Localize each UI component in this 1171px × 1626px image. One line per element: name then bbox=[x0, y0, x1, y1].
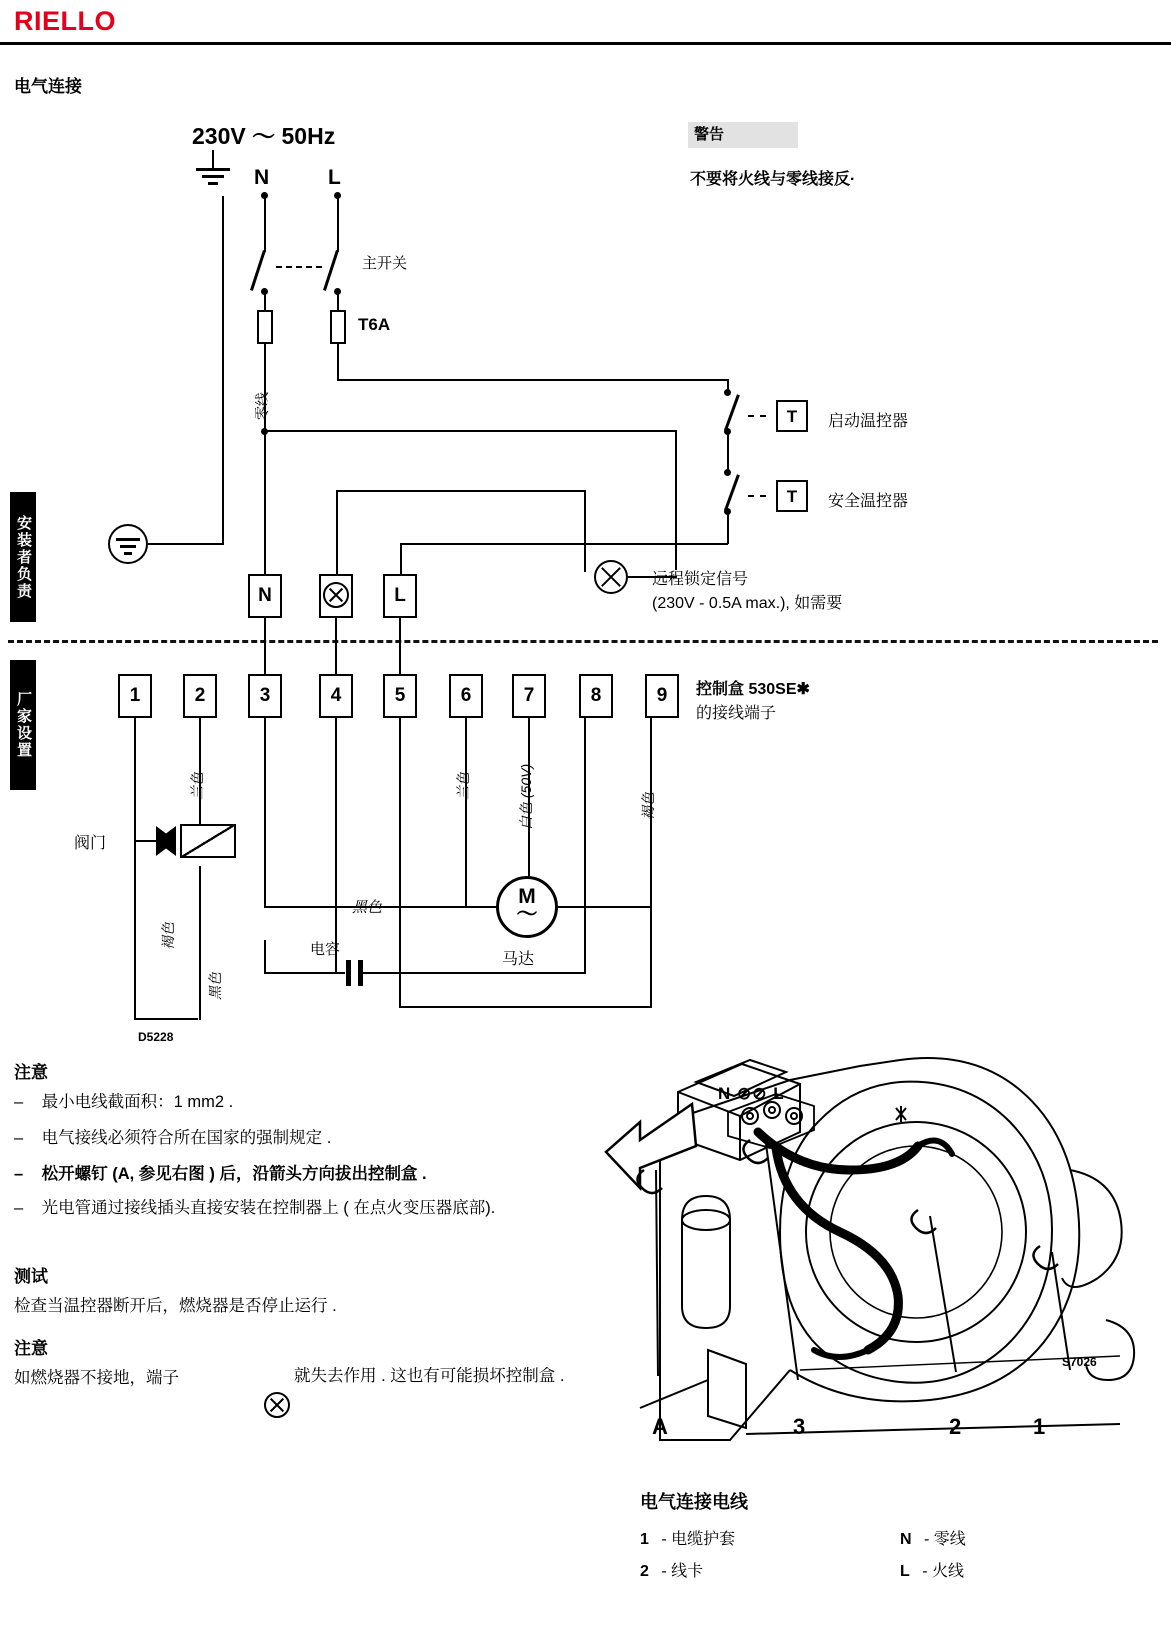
note-item-2 bbox=[14, 1124, 574, 1148]
legend-item-n bbox=[900, 1526, 966, 1549]
line-after-fuse bbox=[337, 344, 339, 380]
lamp-terminal-feed-h bbox=[336, 490, 586, 492]
link-lamp-to-t4 bbox=[335, 618, 337, 674]
diagram-reference: D5228 bbox=[138, 1030, 174, 1044]
lamp-terminal-feed-v bbox=[336, 490, 338, 576]
earth-lead bbox=[148, 543, 224, 545]
motor-symbol bbox=[496, 876, 558, 938]
photo-marker-a: A bbox=[652, 1414, 668, 1439]
legend-value-2: - 线卡 bbox=[661, 1563, 704, 1580]
neutral-drop-wire bbox=[264, 196, 266, 252]
valve-label: 阀门 bbox=[74, 835, 107, 852]
link-l-to-t5 bbox=[399, 618, 401, 674]
note-text-4: 光电管通过接线插头直接安装在控制器上 ( 在点火变压器底部). bbox=[41, 1199, 496, 1217]
note-dash-4: – bbox=[14, 1199, 24, 1217]
remote-lock-lamp bbox=[594, 560, 628, 594]
motor-ac-symbol: ～ bbox=[516, 903, 538, 926]
t5-bottom bbox=[399, 1006, 651, 1008]
terminal-2: 2 bbox=[183, 674, 217, 718]
start-thermostat-dot-top bbox=[724, 389, 731, 396]
terminal-3: 3 bbox=[248, 674, 282, 718]
neutral-main-wire bbox=[264, 344, 266, 574]
notes-heading: 注意 bbox=[14, 1063, 48, 1082]
caution-text-2: 就失去作用 . 这也有可能损坏控制盒 . bbox=[294, 1367, 565, 1385]
safety-thermostat-symbol: T bbox=[776, 480, 808, 512]
fuse-line bbox=[330, 310, 346, 344]
note-text-1: 最小电线截面积：1 mm2 . bbox=[41, 1093, 234, 1111]
t5-down bbox=[399, 718, 401, 1008]
photo-reference: S7026 bbox=[1062, 1355, 1097, 1369]
earth-circle-symbol bbox=[108, 524, 148, 564]
t9-to-motor bbox=[557, 906, 651, 908]
line-top-dot bbox=[334, 192, 341, 199]
note-dash-1: – bbox=[14, 1093, 24, 1111]
neutral-letter: N bbox=[254, 166, 270, 189]
photo-marker-1: 1 bbox=[1033, 1414, 1046, 1439]
capacitor-label: 电容 bbox=[310, 941, 341, 958]
safety-thermostat-dot-top bbox=[724, 469, 731, 476]
safety-out-left bbox=[400, 543, 728, 545]
capacitor-plate-left bbox=[346, 960, 351, 986]
t3-down bbox=[264, 718, 266, 908]
thermostat-interlink bbox=[727, 430, 729, 472]
warning-heading-box bbox=[688, 122, 798, 148]
note-dash-3: – bbox=[14, 1165, 24, 1183]
earth-symbol-top-mid bbox=[202, 175, 224, 178]
tab-factory-setting: 厂家设置 bbox=[10, 660, 36, 790]
t6-down bbox=[465, 718, 467, 908]
plug-terminal-n: N bbox=[248, 574, 282, 618]
earth-stem-top bbox=[212, 150, 214, 170]
line-drop-wire bbox=[337, 196, 339, 252]
terminal-5: 5 bbox=[383, 674, 417, 718]
fuse-rating-label: T6A bbox=[358, 315, 391, 334]
cap-to-t8 bbox=[584, 718, 586, 974]
tab-installer-responsibility: 安装者负责 bbox=[10, 492, 36, 622]
valve-actuator-triangle2 bbox=[156, 826, 176, 856]
t4-cap-riser bbox=[264, 940, 266, 974]
legend-key-2: 2 bbox=[640, 1563, 649, 1580]
main-switch-link bbox=[276, 266, 322, 268]
legend-item-1 bbox=[640, 1526, 735, 1549]
note-item-1 bbox=[14, 1088, 574, 1112]
earth-circle-bar3 bbox=[124, 552, 132, 555]
label-black-mid: 黑色 bbox=[352, 899, 383, 916]
terminal-1: 1 bbox=[118, 674, 152, 718]
label-white-t7: 白色 (50V) bbox=[518, 763, 534, 830]
caution-terminal-icon bbox=[264, 1392, 290, 1418]
valve-lead bbox=[134, 840, 156, 842]
legend-value-1: - 电缆护套 bbox=[661, 1531, 736, 1548]
t4-down bbox=[335, 718, 337, 974]
label-black-t2: 黑色 bbox=[207, 972, 223, 1000]
photo-terminal-letters: N ⊘⊘ L bbox=[718, 1084, 785, 1103]
legend-item-l bbox=[900, 1558, 964, 1581]
remote-signal-label-2: (230V - 0.5A max.), 如需要 bbox=[652, 595, 843, 612]
line-to-fuse bbox=[337, 292, 339, 310]
plug-terminal-lamp bbox=[319, 574, 353, 618]
terminal-9: 9 bbox=[645, 674, 679, 718]
note-item-4 bbox=[14, 1196, 594, 1221]
t6-to-motor bbox=[465, 906, 497, 908]
lamp-right-riser bbox=[584, 490, 586, 572]
cap-left-run bbox=[265, 972, 345, 974]
cap-right-run bbox=[363, 972, 585, 974]
legend-title: 电气连接电线 bbox=[640, 1492, 748, 1512]
earth-riser bbox=[222, 196, 224, 544]
safety-thermostat-link bbox=[748, 495, 766, 497]
brand-logo: RIELLO bbox=[14, 6, 116, 36]
main-switch-blade-l bbox=[323, 250, 362, 298]
start-thermostat-link bbox=[748, 415, 766, 417]
caution-heading: 注意 bbox=[14, 1339, 48, 1358]
t1-bottom-run bbox=[134, 1018, 198, 1020]
neutral-vertical-label: 零线 bbox=[254, 392, 270, 420]
control-box-caption-1: 控制盒 530SE✱ bbox=[696, 681, 810, 698]
neutral-to-fuse bbox=[264, 292, 266, 310]
test-heading: 测试 bbox=[14, 1267, 48, 1286]
note-dash-2: – bbox=[14, 1129, 24, 1147]
earth-symbol-top-bot bbox=[208, 182, 218, 185]
terminal-8: 8 bbox=[579, 674, 613, 718]
t2-down-lower bbox=[199, 866, 201, 1020]
photo-marker-3: 3 bbox=[793, 1414, 806, 1439]
start-thermostat-label: 启动温控器 bbox=[828, 413, 909, 430]
note-text-3: 松开螺钉 (A, 参见右图 ) 后，沿箭头方向拔出控制盒 . bbox=[41, 1165, 427, 1183]
page-title: 电气连接 bbox=[14, 77, 82, 96]
neutral-branch-right bbox=[264, 430, 677, 432]
remote-signal-label-1: 远程锁定信号 bbox=[652, 571, 749, 588]
motor-label: 马达 bbox=[502, 951, 535, 968]
legend-value-n: - 零线 bbox=[924, 1531, 966, 1548]
legend-key-n: N bbox=[900, 1531, 912, 1548]
warning-text: 不要将火线与零线接反· bbox=[690, 171, 856, 188]
line-letter: L bbox=[328, 166, 341, 189]
caution-text-1: 如燃烧器不接地，端子 bbox=[14, 1369, 179, 1387]
legend-key-l: L bbox=[900, 1563, 910, 1580]
legend-key-1: 1 bbox=[640, 1531, 649, 1548]
label-brown-t9: 褐色 bbox=[640, 792, 656, 820]
note-item-3 bbox=[14, 1160, 594, 1184]
valve-symbol-diag bbox=[180, 824, 236, 858]
neutral-top-dot bbox=[261, 192, 268, 199]
t1-down bbox=[134, 718, 136, 1020]
burner-photo-illustration bbox=[600, 1020, 1160, 1460]
legend-item-2 bbox=[640, 1558, 703, 1581]
safety-out-drop bbox=[727, 510, 729, 544]
note-text-2: 电气接线必须符合所在国家的强制规定 . bbox=[41, 1129, 332, 1147]
safety-thermostat-label: 安全温控器 bbox=[828, 493, 909, 510]
label-brown-t1: 褐色 bbox=[160, 922, 176, 950]
start-thermostat-symbol: T bbox=[776, 400, 808, 432]
main-switch-blade-n bbox=[250, 250, 289, 298]
earth-circle-bar1 bbox=[116, 538, 140, 541]
control-box-caption-2: 的接线端子 bbox=[696, 705, 777, 722]
fuse-neutral bbox=[257, 310, 273, 344]
motor-letter: M bbox=[518, 885, 536, 908]
test-text: 检查当温控器断开后，燃烧器是否停止运行 . bbox=[14, 1297, 337, 1315]
header-divider bbox=[0, 42, 1171, 45]
legend-value-l: - 火线 bbox=[922, 1563, 965, 1580]
plug-terminal-l: L bbox=[383, 574, 417, 618]
terminal-7: 7 bbox=[512, 674, 546, 718]
warning-heading-text: 警告 bbox=[694, 126, 725, 143]
label-blue-t6: 兰色 bbox=[455, 772, 471, 800]
photo-marker-2: 2 bbox=[949, 1414, 962, 1439]
link-n-to-t3 bbox=[264, 618, 266, 674]
main-switch-label: 主开关 bbox=[362, 255, 408, 272]
terminal-4: 4 bbox=[319, 674, 353, 718]
terminal-6: 6 bbox=[449, 674, 483, 718]
l-terminal-feed bbox=[400, 543, 402, 577]
supply-voltage-label: 230V ～ 50Hz bbox=[192, 123, 336, 149]
label-blue-t2: 兰色 bbox=[189, 772, 205, 800]
section-separator bbox=[8, 640, 1158, 643]
lamp-icon bbox=[323, 582, 349, 608]
remote-lamp-drop bbox=[675, 430, 677, 570]
line-to-thermostat bbox=[337, 379, 729, 381]
earth-circle-bar2 bbox=[120, 545, 136, 548]
